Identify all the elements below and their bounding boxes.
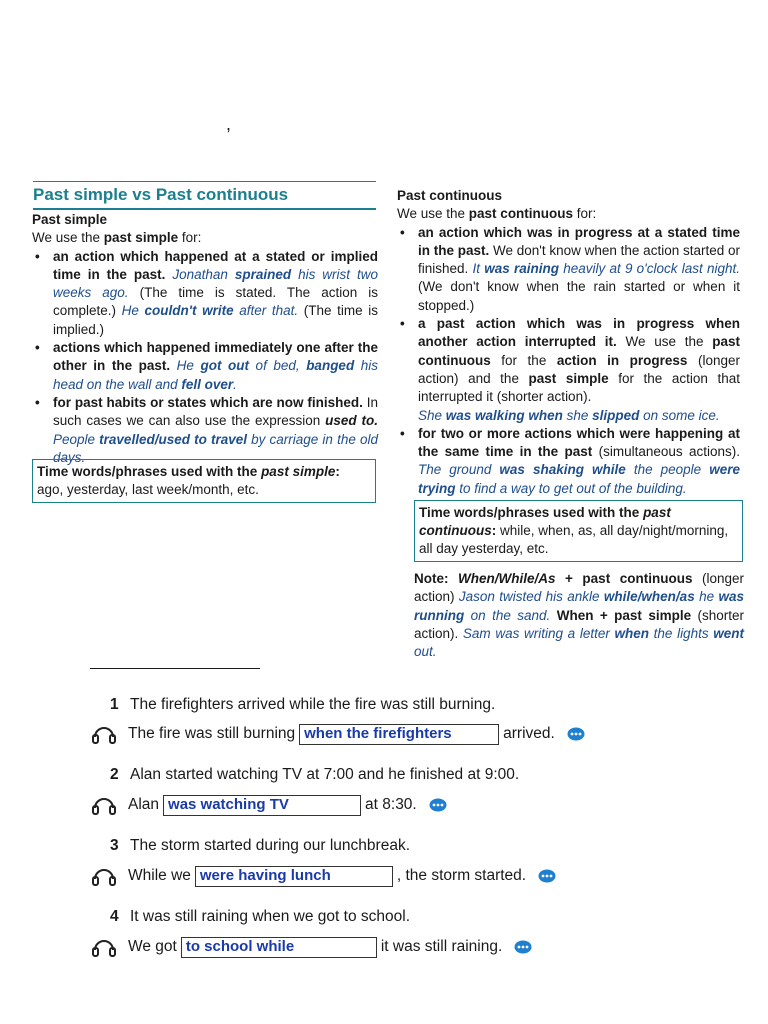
exercise-prompt: The storm started during our lunchbreak.: [130, 837, 410, 854]
past-simple-uses: [32, 248, 378, 468]
exercise-number: 1: [110, 696, 119, 713]
headphones-icon[interactable]: [92, 936, 116, 958]
exercise-rewrite-row: [92, 865, 556, 887]
stray-comma: ,: [226, 114, 232, 134]
exercise-after: at 8:30.: [365, 796, 417, 813]
answer-box[interactable]: when the firefighters: [299, 724, 499, 745]
exercise-after: arrived.: [503, 725, 555, 742]
headphones-icon[interactable]: [92, 794, 116, 816]
time-words-label: Time words/phrases used with the past simple:: [37, 464, 340, 479]
past-continuous-uses: [397, 224, 740, 498]
exercise-before: While we: [128, 867, 191, 884]
answer-box[interactable]: were having lunch: [195, 866, 393, 887]
speech-dots-icon[interactable]: [567, 727, 585, 741]
exercise-sentence: [110, 766, 519, 784]
exercise-sentence: [110, 908, 410, 926]
list-item: • for past habits or states which are now finished. In such cases we can also use the expression used to. People travelled/used to travel by carriage in the old days.: [53, 394, 378, 467]
exercise-prompt: Alan started watching TV at 7:00 and he finished at 9:00.: [130, 766, 520, 783]
past-simple-column: [32, 211, 378, 467]
exercise-number: 2: [110, 766, 119, 783]
list-item: • a past action which was in progress when another action interrupted it. We use the past continuous for the action in progress (longer action) and the past simple for the action that interrupted it (shorter action). She was walking when she slipped on some ice.: [418, 315, 740, 425]
past-continuous-heading: Past continuous: [397, 188, 503, 203]
exercise-number: 3: [110, 837, 119, 854]
list-item: • an action which was in progress at a stated time in the past. We don't know when the action started or finished. It was raining heavily at 9 o'clock last night. (We don't know when the rain started or when it stopped.): [418, 224, 740, 315]
exercise-before: The fire was still burning: [128, 725, 296, 742]
list-item: • an action which happened at a stated or implied time in the past. Jonathan sprained his wrist two weeks ago. (The time is stated. The action is complete.) He couldn't write after that. (The time is implied.): [53, 248, 378, 339]
list-item: • for two or more actions which were happening at the same time in the past (simultaneous actions). The ground was shaking while the people were trying to find a way to get out of the building.: [418, 425, 740, 498]
exercise-prompt: The firefighters arrived while the fire was still burning.: [130, 696, 496, 713]
exercise-number: 4: [110, 908, 119, 925]
section-title: Past simple vs Past continuous: [33, 185, 376, 210]
speech-dots-icon[interactable]: [514, 940, 532, 954]
speech-dots-icon[interactable]: [429, 798, 447, 812]
divider: [90, 668, 260, 669]
exercise-sentence: [110, 837, 410, 855]
past-simple-time-words-box: [32, 459, 376, 503]
exercise-before: Alan: [128, 796, 160, 813]
headphones-icon[interactable]: [92, 723, 116, 745]
exercise-prompt: It was still raining when we got to school.: [130, 908, 410, 925]
headphones-icon[interactable]: [92, 865, 116, 887]
exercise-after: , the storm started.: [396, 867, 527, 884]
time-words-list: ago, yesterday, last week/month, etc.: [37, 482, 259, 497]
answer-box[interactable]: was watching TV: [163, 795, 361, 816]
exercise-rewrite-row: [92, 794, 447, 816]
past-simple-heading: Past simple: [32, 212, 108, 227]
exercise-before: We got: [128, 938, 177, 955]
exercise-rewrite-row: [92, 723, 585, 745]
exercise-sentence: [110, 696, 495, 714]
grammar-note: Note: When/While/As + past continuous (longer action) Jason twisted his ankle while/when/as he was running on the sand. When + past simple (shorter action). Sam was writing a letter when the lights went out.: [414, 571, 745, 660]
speech-dots-icon[interactable]: [538, 869, 556, 883]
answer-box[interactable]: to school while: [181, 937, 377, 958]
past-continuous-column: [397, 187, 740, 498]
exercise-after: it was still raining.: [380, 938, 503, 955]
past-simple-intro: We use the past simple for:: [32, 230, 202, 246]
time-words-label: Time words/phrases used with the past continuous: while, when, as, all day/night/morning, all day yesterday, etc.: [419, 505, 729, 556]
past-continuous-time-words-box: [414, 500, 743, 562]
past-continuous-intro: We use the past continuous for:: [397, 206, 597, 222]
exercise-rewrite-row: [92, 936, 532, 958]
list-item: • actions which happened immediately one after the other in the past. He got out of bed, banged his head on the wall and fell over.: [53, 339, 378, 394]
